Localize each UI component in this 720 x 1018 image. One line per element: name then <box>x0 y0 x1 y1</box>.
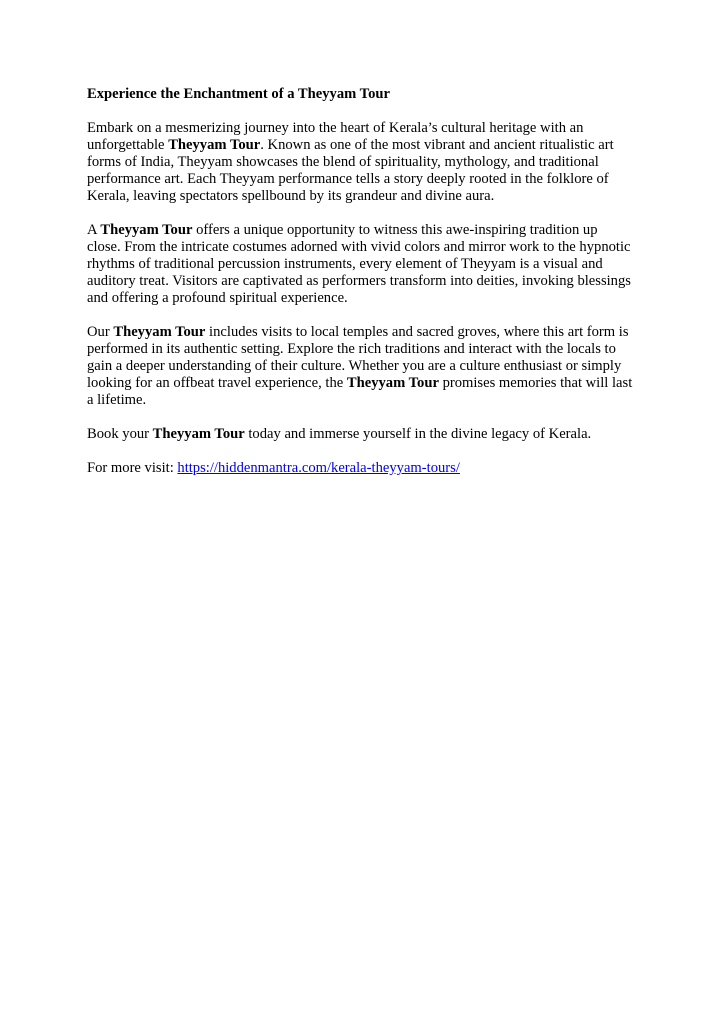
text-run: auditory treat. Visitors are captivated as performers transform into deities, invoking blessings <box>87 273 631 289</box>
text-run: forms of India, Theyyam showcases the blend of spirituality, mythology, and traditional <box>87 154 599 170</box>
paragraph-line <box>87 171 647 188</box>
text-run: today and immerse yourself in the divine legacy of Kerala. <box>244 426 592 442</box>
paragraph-line <box>87 239 647 256</box>
bold-keyword: Theyyam Tour <box>152 426 245 442</box>
bold-keyword: Theyyam Tour <box>113 324 206 340</box>
text-run: A <box>87 222 101 238</box>
paragraph-line <box>87 324 647 341</box>
paragraph-line <box>87 222 647 239</box>
paragraph-line <box>87 426 647 443</box>
text-run: gain a deeper understanding of their culture. Whether you are a culture enthusiast or simply <box>87 358 622 374</box>
paragraph-line <box>87 188 647 205</box>
text-run: and offering a profound spiritual experience. <box>87 290 348 306</box>
paragraph-line <box>87 392 647 409</box>
bold-keyword: Theyyam Tour <box>168 137 261 153</box>
text-run: performance art. Each Theyyam performance tells a story deeply rooted in the folklore of <box>87 171 609 187</box>
paragraph-booking <box>87 426 647 443</box>
text-run: Embark on a mesmerizing journey into the heart of Kerala’s cultural heritage with an <box>87 120 584 136</box>
paragraph-tour-details <box>87 324 647 409</box>
document-body <box>87 86 647 494</box>
bold-keyword: Theyyam Tour <box>346 375 439 391</box>
text-run: offers a unique opportunity to witness this awe-inspiring tradition up <box>192 222 598 238</box>
paragraph-line <box>87 290 647 307</box>
paragraph-line <box>87 341 647 358</box>
paragraph-line <box>87 256 647 273</box>
paragraph-line <box>87 375 647 392</box>
text-run: promises memories that will last <box>438 375 633 391</box>
text-run: performed in its authentic setting. Explore the rich traditions and interact with the locals to <box>87 341 616 357</box>
paragraph-experience <box>87 222 647 307</box>
text-run: Our <box>87 324 114 340</box>
tour-link[interactable]: https://hiddenmantra.com/kerala-theyyam-tours/ <box>177 460 460 476</box>
text-run: unforgettable <box>87 137 169 153</box>
text-run: Kerala, leaving spectators spellbound by its grandeur and divine aura. <box>87 188 495 204</box>
paragraph-line <box>87 154 647 171</box>
text-run: includes visits to local temples and sacred groves, where this art form is <box>205 324 629 340</box>
paragraph-intro <box>87 120 647 205</box>
paragraph-more-info <box>87 460 647 477</box>
text-run: . Known as one of the most vibrant and ancient ritualistic art <box>260 137 614 153</box>
document-title: Experience the Enchantment of a Theyyam Tour <box>87 86 390 102</box>
text-run: rhythms of traditional percussion instruments, every element of Theyyam is a visual and <box>87 256 603 272</box>
paragraph-line <box>87 137 647 154</box>
text-run: Book your <box>87 426 153 442</box>
more-visit-label: For more visit: <box>87 460 178 476</box>
text-run: close. From the intricate costumes adorned with vivid colors and mirror work to the hypnotic <box>87 239 631 255</box>
paragraph-line <box>87 120 647 137</box>
bold-keyword: Theyyam Tour <box>100 222 193 238</box>
paragraph-line <box>87 358 647 375</box>
paragraph-line <box>87 460 647 477</box>
text-run: a lifetime. <box>87 392 147 408</box>
text-run: looking for an offbeat travel experience, the <box>87 375 347 391</box>
paragraph-line <box>87 273 647 290</box>
